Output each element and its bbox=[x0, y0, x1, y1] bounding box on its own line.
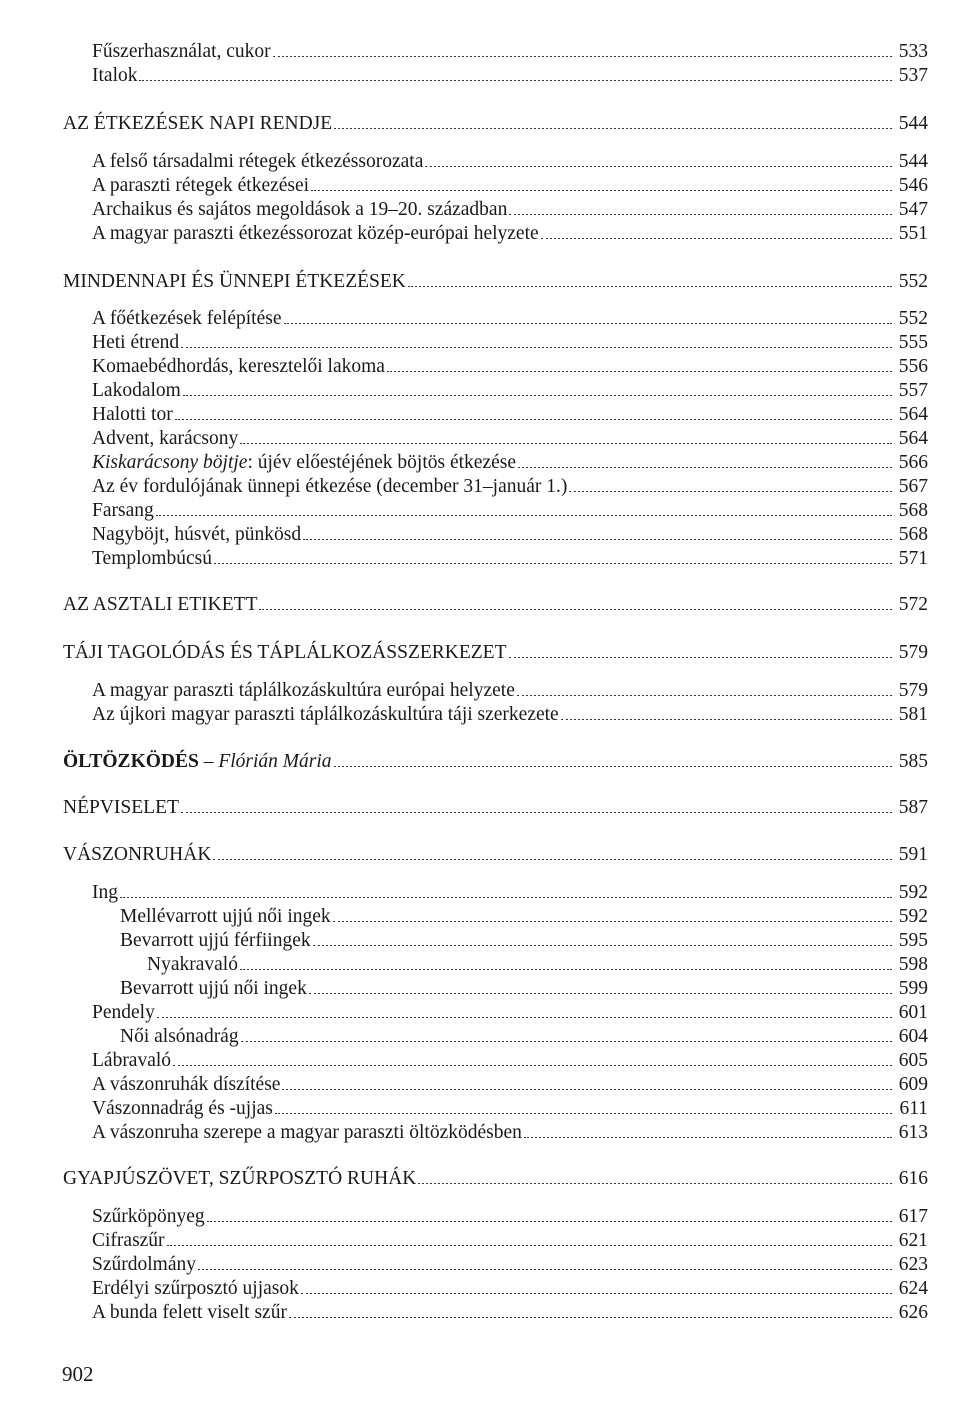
toc-entry bbox=[92, 475, 928, 499]
toc-entry-title: Pendely bbox=[92, 1002, 155, 1023]
toc-author-name: Flórián Mária bbox=[218, 751, 332, 772]
toc-entry-page: 564 bbox=[898, 404, 928, 425]
toc-entry-page: 544 bbox=[898, 151, 928, 172]
toc-entry-page: 604 bbox=[898, 1026, 928, 1047]
toc-entry-page: 599 bbox=[898, 978, 928, 999]
leader-dots bbox=[157, 1017, 892, 1018]
toc-entry-page: 571 bbox=[898, 548, 928, 569]
leader-dots bbox=[275, 1113, 892, 1114]
toc-section-heading bbox=[63, 796, 928, 820]
toc-entry bbox=[92, 679, 928, 703]
toc-entry-title bbox=[92, 451, 516, 475]
toc-entry-page: 587 bbox=[898, 797, 928, 818]
leader-dots bbox=[408, 286, 892, 287]
toc-entry-title: Lábravaló bbox=[92, 1050, 172, 1071]
toc-entry-page: 595 bbox=[898, 930, 928, 951]
toc-entry-title: Női alsónadrág bbox=[120, 1026, 239, 1047]
toc-entry-page: 555 bbox=[898, 332, 928, 353]
toc-entry-page: 544 bbox=[898, 113, 928, 134]
leader-dots bbox=[139, 80, 892, 81]
toc-entry bbox=[92, 427, 928, 451]
toc-entry bbox=[92, 523, 928, 547]
toc-entry-page: 568 bbox=[898, 524, 928, 545]
toc-entry-page: 613 bbox=[898, 1122, 928, 1143]
toc-entry-title: Szűrköpönyeg bbox=[92, 1206, 205, 1227]
toc-section-heading bbox=[63, 1167, 928, 1191]
toc-entry-page: 611 bbox=[899, 1098, 928, 1119]
toc-entry-page: 601 bbox=[898, 1002, 928, 1023]
toc-entry-title: Erdélyi szűrposztó ujjasok bbox=[92, 1278, 299, 1299]
toc-entry-title: GYAPJÚSZÖVET, SZŰRPOSZTÓ RUHÁK bbox=[63, 1168, 417, 1189]
leader-dots bbox=[240, 969, 892, 970]
leader-dots bbox=[313, 945, 892, 946]
toc-entry-page: 546 bbox=[898, 175, 928, 196]
toc-entry-title: AZ ASZTALI ETIKETT bbox=[63, 594, 258, 615]
toc-entry-page: 624 bbox=[898, 1278, 928, 1299]
toc-entry-page: 564 bbox=[898, 428, 928, 449]
toc-entry-title: Bevarrott ujjú férfiingek bbox=[120, 930, 311, 951]
leader-dots bbox=[175, 419, 892, 420]
leader-dots bbox=[387, 371, 892, 372]
toc-entry bbox=[92, 1121, 928, 1145]
leader-dots bbox=[241, 1041, 892, 1042]
toc-entry-title: Archaikus és sajátos megoldások a 19–20. században bbox=[92, 199, 508, 220]
toc-entry-title bbox=[63, 750, 332, 774]
leader-dots bbox=[334, 766, 892, 767]
leader-dots bbox=[518, 467, 892, 468]
toc-entry-page: 537 bbox=[898, 65, 928, 86]
toc-entry-page: 592 bbox=[898, 906, 928, 927]
leader-dots bbox=[524, 1137, 892, 1138]
toc-entry bbox=[92, 222, 928, 246]
toc-entry bbox=[92, 451, 928, 475]
leader-dots bbox=[289, 1317, 892, 1318]
toc-entry-title: Ing bbox=[92, 882, 118, 903]
toc-entry-title: A főétkezések felépítése bbox=[92, 308, 282, 329]
toc-entry-page: 567 bbox=[898, 476, 928, 497]
toc-entry bbox=[92, 881, 928, 905]
toc-entry bbox=[92, 703, 928, 727]
leader-dots bbox=[273, 56, 892, 57]
toc-entry bbox=[92, 499, 928, 523]
toc-entry bbox=[92, 1001, 928, 1025]
toc-entry-title: A vászonruhák díszítése bbox=[92, 1074, 281, 1095]
toc-entry-page: 547 bbox=[898, 199, 928, 220]
toc-entry-title: Farsang bbox=[92, 500, 154, 521]
leader-dots bbox=[301, 1293, 892, 1294]
toc-entry-title: A bunda felett viselt szűr bbox=[92, 1302, 287, 1323]
toc-entry-title: Heti étrend bbox=[92, 332, 180, 353]
toc-entry-page: 568 bbox=[898, 500, 928, 521]
toc-entry bbox=[92, 198, 928, 222]
toc-entry-title: Italok bbox=[92, 65, 138, 86]
page-number: 902 bbox=[62, 1362, 94, 1386]
toc-entry bbox=[92, 1301, 928, 1325]
toc-title-separator: – bbox=[198, 751, 219, 772]
toc-entry-page: 605 bbox=[898, 1050, 928, 1071]
leader-dots bbox=[213, 859, 892, 860]
toc-entry-title: Bevarrott ujjú női ingek bbox=[120, 978, 307, 999]
toc-entry-title: Nyakravaló bbox=[147, 954, 238, 975]
toc-entry-title: Szűrdolmány bbox=[92, 1254, 196, 1275]
toc-entry-title: A magyar paraszti táplálkozáskultúra európai helyzete bbox=[92, 680, 515, 701]
leader-dots bbox=[282, 1089, 892, 1090]
leader-dots bbox=[569, 491, 892, 492]
leader-dots bbox=[198, 1269, 892, 1270]
toc-entry bbox=[92, 150, 928, 174]
toc-entry bbox=[92, 1277, 928, 1301]
leader-dots bbox=[183, 395, 892, 396]
leader-dots bbox=[181, 812, 892, 813]
leader-dots bbox=[156, 515, 892, 516]
toc-entry-page: 579 bbox=[898, 680, 928, 701]
toc-entry bbox=[92, 1253, 928, 1277]
toc-entry-title: Mellévarrott ujjú női ingek bbox=[120, 906, 331, 927]
toc-entry-title: A vászonruha szerepe a magyar paraszti öltözködésben bbox=[92, 1122, 522, 1143]
toc-entry-page: 585 bbox=[898, 751, 928, 772]
toc-subentry bbox=[120, 905, 928, 929]
toc-entry-page: 556 bbox=[898, 356, 928, 377]
toc-part-heading bbox=[63, 750, 928, 774]
toc-section-heading bbox=[63, 112, 928, 136]
toc-entry bbox=[92, 307, 928, 331]
toc-entry-page: 551 bbox=[898, 223, 928, 244]
leader-dots bbox=[181, 347, 892, 348]
toc-entry bbox=[92, 1073, 928, 1097]
toc-entry-title: A felső társadalmi rétegek étkezéssorozata bbox=[92, 151, 424, 172]
toc-entry-title: Halotti tor bbox=[92, 404, 173, 425]
toc-entry-page: 579 bbox=[898, 642, 928, 663]
toc-entry-page: 591 bbox=[898, 844, 928, 865]
toc-subentry bbox=[120, 1025, 928, 1049]
leader-dots bbox=[334, 128, 892, 129]
toc-section-heading bbox=[63, 641, 928, 665]
leader-dots bbox=[425, 166, 892, 167]
leader-dots bbox=[120, 897, 892, 898]
toc-section-heading bbox=[63, 593, 928, 617]
toc-entry-page: 572 bbox=[898, 594, 928, 615]
leader-dots bbox=[509, 657, 892, 658]
toc-entry bbox=[92, 331, 928, 355]
toc-entry-title-rest: : újév előestéjének böjtös étkezése bbox=[247, 452, 517, 473]
toc-section-heading bbox=[63, 270, 928, 294]
toc-entry-title: Advent, karácsony bbox=[92, 428, 239, 449]
toc-entry bbox=[92, 355, 928, 379]
toc-entry-title: MINDENNAPI ÉS ÜNNEPI ÉTKEZÉSEK bbox=[63, 271, 406, 292]
toc-entry-title: A magyar paraszti étkezéssorozat közép-európai helyzete bbox=[92, 223, 539, 244]
toc-entry-title: Cifraszűr bbox=[92, 1230, 165, 1251]
toc-entry-page: 552 bbox=[898, 271, 928, 292]
toc-entry-title: VÁSZONRUHÁK bbox=[63, 844, 212, 865]
toc-entry-title: Vászonnadrág és -ujjas bbox=[92, 1098, 273, 1119]
leader-dots bbox=[303, 539, 892, 540]
toc-entry-title-italic: Kiskarácsony böjtje bbox=[92, 452, 248, 473]
toc-subsubentry bbox=[147, 953, 928, 977]
toc-entry-title: NÉPVISELET bbox=[63, 797, 179, 818]
toc-entry bbox=[92, 64, 928, 88]
toc-entry-page: 557 bbox=[898, 380, 928, 401]
toc-entry bbox=[92, 547, 928, 571]
toc-entry-title: AZ ÉTKEZÉSEK NAPI RENDJE bbox=[63, 113, 333, 134]
leader-dots bbox=[333, 921, 892, 922]
toc-entry-page: 623 bbox=[898, 1254, 928, 1275]
toc-entry bbox=[92, 1205, 928, 1229]
toc-entry-page: 626 bbox=[898, 1302, 928, 1323]
toc-entry-page: 609 bbox=[898, 1074, 928, 1095]
toc-subentry bbox=[120, 929, 928, 953]
toc-entry-title: TÁJI TAGOLÓDÁS ÉS TÁPLÁLKOZÁSSZERKEZET bbox=[63, 642, 507, 663]
toc-entry-page: 552 bbox=[898, 308, 928, 329]
leader-dots bbox=[173, 1065, 892, 1066]
toc-entry-page: 617 bbox=[898, 1206, 928, 1227]
toc-subentry bbox=[120, 977, 928, 1001]
toc-entry-title: Templombúcsú bbox=[92, 548, 212, 569]
leader-dots bbox=[167, 1245, 892, 1246]
toc-entry-page: 598 bbox=[898, 954, 928, 975]
leader-dots bbox=[214, 563, 892, 564]
leader-dots bbox=[517, 695, 892, 696]
toc-entry-title: Lakodalom bbox=[92, 380, 181, 401]
toc-entry bbox=[92, 174, 928, 198]
toc-section-heading bbox=[63, 843, 928, 867]
toc-entry bbox=[92, 1097, 928, 1121]
toc-entry-title: Fűszerhasználat, cukor bbox=[92, 41, 271, 62]
leader-dots bbox=[207, 1221, 892, 1222]
leader-dots bbox=[284, 323, 893, 324]
toc-part-title-bold: ÖLTÖZKÖDÉS bbox=[63, 751, 199, 772]
toc-entry-title: Komaebédhordás, keresztelői lakoma bbox=[92, 356, 385, 377]
toc-entry-page: 592 bbox=[898, 882, 928, 903]
toc-entry-page: 616 bbox=[898, 1168, 928, 1189]
toc-entry bbox=[92, 1229, 928, 1253]
leader-dots bbox=[541, 238, 892, 239]
leader-dots bbox=[311, 190, 892, 191]
toc-entry-title: A paraszti rétegek étkezései bbox=[92, 175, 310, 196]
toc-entry-title: Az újkori magyar paraszti táplálkozáskultúra táji szerkezete bbox=[92, 704, 559, 725]
toc-entry-page: 533 bbox=[898, 41, 928, 62]
toc-entry bbox=[92, 1049, 928, 1073]
leader-dots bbox=[259, 609, 892, 610]
toc-entry-page: 566 bbox=[898, 452, 928, 473]
toc-entry-page: 621 bbox=[898, 1230, 928, 1251]
leader-dots bbox=[509, 214, 892, 215]
toc-entry-title: Az év fordulójának ünnepi étkezése (december 31–január 1.) bbox=[92, 476, 568, 497]
leader-dots bbox=[561, 719, 892, 720]
toc-entry bbox=[92, 40, 928, 64]
toc-entry-title: Nagyböjt, húsvét, pünkösd bbox=[92, 524, 302, 545]
toc-entry bbox=[92, 379, 928, 403]
toc-entry bbox=[92, 403, 928, 427]
toc-entry-page: 581 bbox=[898, 704, 928, 725]
leader-dots bbox=[240, 443, 892, 444]
leader-dots bbox=[309, 993, 892, 994]
leader-dots bbox=[418, 1183, 892, 1184]
